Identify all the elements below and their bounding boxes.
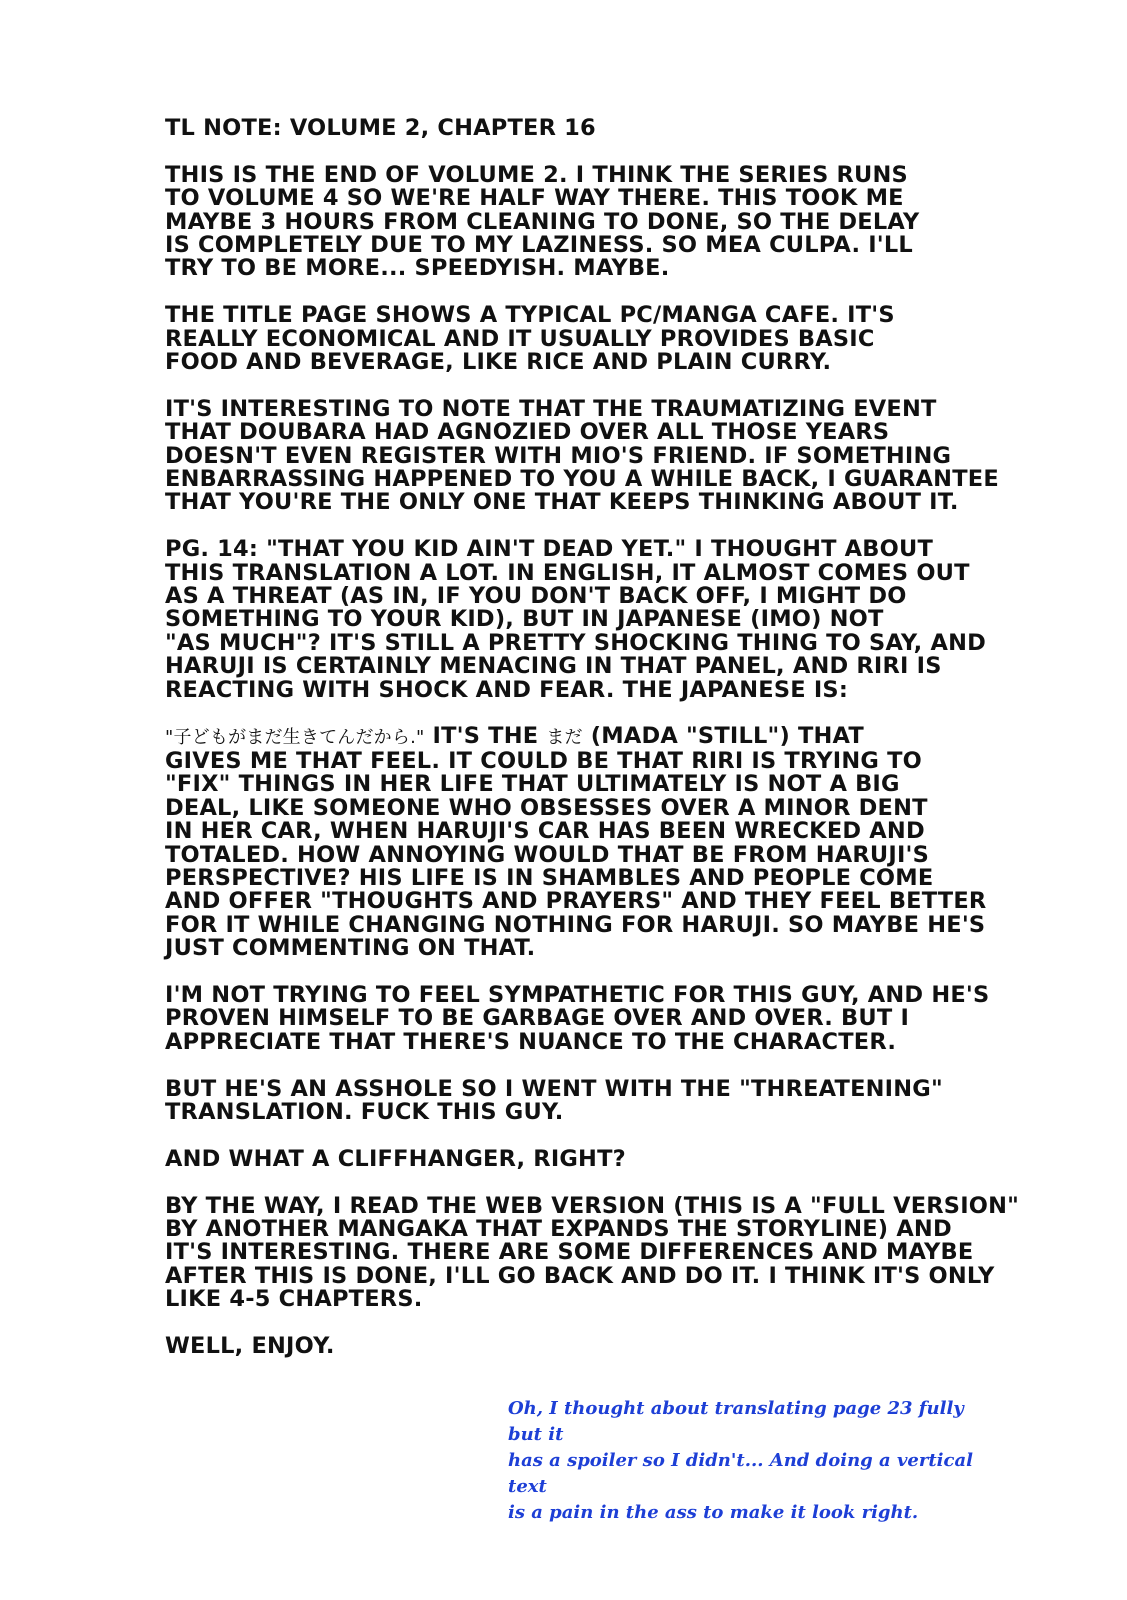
japanese-quote: "子どもがまだ生きてんだから." bbox=[165, 727, 425, 749]
note-paragraph-sympathy: I'M NOT TRYING TO FEEL SYMPATHETIC FOR THIS GUY, AND HE'S PROVEN HIMSELF TO BE GARBAGE OVER AND OVER. BUT I APPRECIATE THAT THERE'S NUANCE TO THE CHARACTER. bbox=[165, 981, 990, 1055]
note-title: TL NOTE: VOLUME 2, CHAPTER 16 bbox=[165, 115, 596, 141]
note-paragraph-page-14: PG. 14: "THAT YOU KID AIN'T DEAD YET." I THOUGHT ABOUT THIS TRANSLATION A LOT. IN ENGLISH, IT ALMOST COMES OUT AS A THREAT (AS IN, IF YOU DON'T BACK OFF, I MIGHT DO SOMETHING TO YOUR KID), BUT IN JAPANESE (IMO) NOT "AS MUCH"? IT'S STILL A PRETTY SHOCKING THING TO SAY, AND HARUJI IS CERTAINLY MENACING IN THAT PANEL, AND RIRI IS REACTING WITH SHOCK AND FEAR. THE JAPANESE IS: bbox=[165, 536, 986, 703]
note-paragraph-japanese-quote bbox=[165, 725, 1045, 960]
note-paragraph-cliffhanger: AND WHAT A CLIFFHANGER, RIGHT? bbox=[165, 1145, 626, 1172]
note-paragraph-threatening: BUT HE'S AN ASSHOLE SO I WENT WITH THE "THREATENING" TRANSLATION. FUCK THIS GUY. bbox=[165, 1075, 943, 1125]
handwritten-addendum: Oh, I thought about translating page 23 fully but it has a spoiler so I didn't... And doing a vertical text is a pain in the ass to make it look right. bbox=[508, 1398, 973, 1523]
note-paragraph-volume-end: THIS IS THE END OF VOLUME 2. I THINK THE SERIES RUNS TO VOLUME 4 SO WE'RE HALF WAY THERE. THIS TOOK ME MAYBE 3 HOURS FROM CLEANING TO DONE, SO THE DELAY IS COMPLETELY DUE TO MY LAZINESS. SO MEA CULPA. I'LL TRY TO BE MORE... SPEEDYISH. MAYBE. bbox=[165, 161, 920, 282]
note-paragraph-title-page: THE TITLE PAGE SHOWS A TYPICAL PC/MANGA CAFE. IT'S REALLY ECONOMICAL AND IT USUALLY PROVIDES BASIC FOOD AND BEVERAGE, LIKE RICE AND PLAIN CURRY. bbox=[165, 302, 895, 376]
translation-note bbox=[165, 117, 1045, 1382]
quote-connector: IT'S THE bbox=[424, 723, 547, 750]
japanese-mada: まだ bbox=[546, 727, 583, 749]
note-paragraph-web-version: BY THE WAY, I READ THE WEB VERSION (THIS IS A "FULL VERSION" BY ANOTHER MANGAKA THAT EXPANDS THE STORYLINE) AND IT'S INTERESTING. THERE ARE SOME DIFFERENCES AND MAYBE AFTER THIS IS DONE, I'LL GO BACK AND DO IT. I THINK IT'S ONLY LIKE 4-5 CHAPTERS. bbox=[165, 1192, 1020, 1313]
note-paragraph-traumatizing-event: IT'S INTERESTING TO NOTE THAT THE TRAUMATIZING EVENT THAT DOUBARA HAD AGNOZIED OVER ALL THOSE YEARS DOESN'T EVEN REGISTER WITH MIO'S FRIEND. IF SOMETHING ENBARRASSING HAPPENED TO YOU A WHILE BACK, I GUARANTEE THAT YOU'RE THE ONLY ONE THAT KEEPS THINKING ABOUT IT. bbox=[165, 395, 999, 516]
quote-explanation: (MADA "STILL") THAT GIVES ME THAT FEEL. IT COULD BE THAT RIRI IS TRYING TO "FIX" THINGS IN HER LIFE THAT ULTIMATELY IS NOT A BIG DEAL, LIKE SOMEONE WHO OBSESSES OVER A MINOR DENT IN HER CAR, WHEN HARUJI'S CAR HAS BEEN WRECKED AND TOTALED. HOW ANNOYING WOULD THAT BE FROM HARUJI'S PERSPECTIVE? HIS LIFE IS IN SHAMBLES AND PEOPLE COME AND OFFER "THOUGHTS AND PRAYERS" AND THEY FEEL BETTER FOR IT WHILE CHANGING NOTHING FOR HARUJI. SO MAYBE HE'S JUST COMMENTING ON THAT. bbox=[165, 723, 987, 962]
note-paragraph-enjoy: WELL, ENJOY. bbox=[165, 1332, 335, 1359]
